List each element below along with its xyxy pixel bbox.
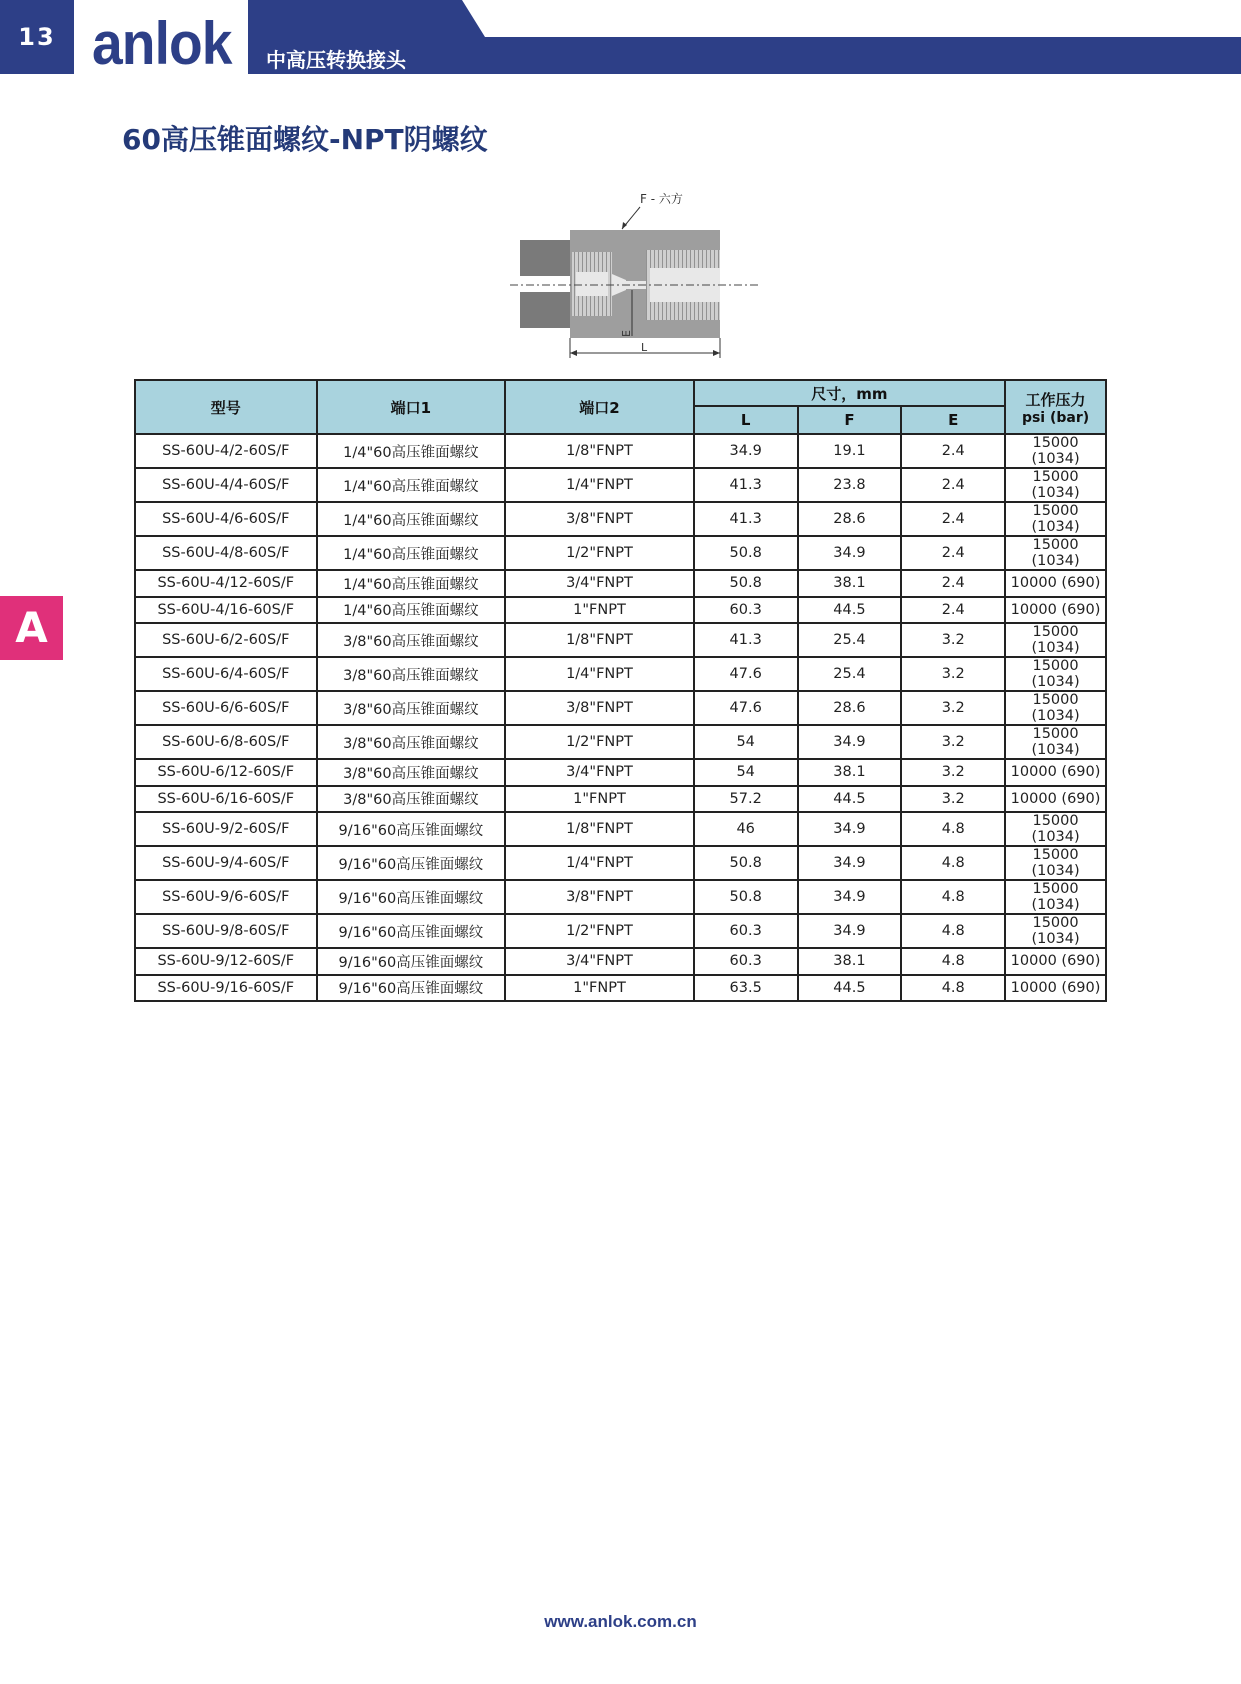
cell-dim-f: 25.4 <box>798 623 902 657</box>
table-row <box>135 948 1106 975</box>
header-pressure-line1: 工作压力 <box>1025 390 1086 409</box>
cell-dim-l: 41.3 <box>694 468 798 502</box>
cell-port2: 3/4"FNPT <box>505 570 694 597</box>
cell-port2: 1/2"FNPT <box>505 914 694 948</box>
cell-model: SS-60U-4/4-60S/F <box>135 468 317 502</box>
cell-model: SS-60U-6/8-60S/F <box>135 725 317 759</box>
cell-dim-l: 50.8 <box>694 536 798 570</box>
cell-dim-e: 3.2 <box>901 691 1005 725</box>
cell-dim-l: 46 <box>694 812 798 846</box>
cell-dim-f: 38.1 <box>798 759 902 786</box>
cell-port1: 1/4"60高压锥面螺纹 <box>317 434 506 468</box>
table-row <box>135 570 1106 597</box>
cell-model: SS-60U-4/16-60S/F <box>135 597 317 624</box>
cell-dim-l: 60.3 <box>694 597 798 624</box>
table-row <box>135 725 1106 759</box>
cell-port1: 3/8"60高压锥面螺纹 <box>317 725 506 759</box>
cell-port2: 3/8"FNPT <box>505 880 694 914</box>
table-row <box>135 914 1106 948</box>
cell-port2: 1"FNPT <box>505 597 694 624</box>
cell-port2: 1"FNPT <box>505 786 694 813</box>
cell-dim-l: 60.3 <box>694 914 798 948</box>
cell-pressure: 15000 (1034) <box>1005 914 1106 948</box>
header-dimensions: 尺寸，mm <box>694 380 1005 406</box>
brand-logo: anlok <box>92 10 232 77</box>
cell-port2: 1/8"FNPT <box>505 623 694 657</box>
page-number: 13 <box>0 0 74 74</box>
cell-pressure: 15000 (1034) <box>1005 812 1106 846</box>
cell-port1: 3/8"60高压锥面螺纹 <box>317 759 506 786</box>
table-row <box>135 691 1106 725</box>
cell-model: SS-60U-4/6-60S/F <box>135 502 317 536</box>
header-l: L <box>694 406 798 434</box>
cell-port1: 1/4"60高压锥面螺纹 <box>317 468 506 502</box>
fitting-drawing-svg <box>510 186 760 366</box>
cell-port1: 3/8"60高压锥面螺纹 <box>317 691 506 725</box>
cell-pressure: 15000 (1034) <box>1005 725 1106 759</box>
cell-pressure: 15000 (1034) <box>1005 623 1106 657</box>
table-row <box>135 880 1106 914</box>
cell-port2: 1/4"FNPT <box>505 468 694 502</box>
cell-dim-l: 54 <box>694 759 798 786</box>
header-pressure <box>1005 380 1106 434</box>
table-row <box>135 759 1106 786</box>
cell-dim-f: 34.9 <box>798 725 902 759</box>
section-title: 中高压转换接头 <box>266 48 406 72</box>
cell-port1: 9/16"60高压锥面螺纹 <box>317 846 506 880</box>
table-row <box>135 975 1106 1002</box>
table-row <box>135 597 1106 624</box>
cell-dim-f: 44.5 <box>798 786 902 813</box>
cell-pressure: 15000 (1034) <box>1005 880 1106 914</box>
cell-pressure: 10000 (690) <box>1005 570 1106 597</box>
cell-model: SS-60U-6/16-60S/F <box>135 786 317 813</box>
cell-dim-l: 63.5 <box>694 975 798 1002</box>
cell-dim-f: 34.9 <box>798 812 902 846</box>
cell-dim-e: 4.8 <box>901 948 1005 975</box>
cell-model: SS-60U-4/2-60S/F <box>135 434 317 468</box>
cell-pressure: 15000 (1034) <box>1005 468 1106 502</box>
footer-url[interactable]: www.anlok.com.cn <box>544 1612 697 1631</box>
cell-pressure: 10000 (690) <box>1005 597 1106 624</box>
table-row <box>135 812 1106 846</box>
fitting-drawing <box>510 186 760 366</box>
cell-dim-l: 47.6 <box>694 691 798 725</box>
header-port2: 端口2 <box>505 380 694 434</box>
cell-pressure: 15000 (1034) <box>1005 846 1106 880</box>
table-row <box>135 786 1106 813</box>
cell-dim-e: 4.8 <box>901 846 1005 880</box>
cell-port1: 9/16"60高压锥面螺纹 <box>317 948 506 975</box>
cell-model: SS-60U-6/6-60S/F <box>135 691 317 725</box>
spec-table-body <box>135 434 1106 1001</box>
cell-port2: 1/2"FNPT <box>505 725 694 759</box>
cell-dim-e: 4.8 <box>901 975 1005 1002</box>
cell-pressure: 15000 (1034) <box>1005 536 1106 570</box>
cell-dim-f: 19.1 <box>798 434 902 468</box>
table-row <box>135 434 1106 468</box>
header-f: F <box>798 406 902 434</box>
cell-port1: 1/4"60高压锥面螺纹 <box>317 597 506 624</box>
cell-port2: 3/8"FNPT <box>505 691 694 725</box>
cell-pressure: 10000 (690) <box>1005 948 1106 975</box>
cell-dim-f: 34.9 <box>798 880 902 914</box>
cell-dim-l: 41.3 <box>694 623 798 657</box>
cell-pressure: 10000 (690) <box>1005 759 1106 786</box>
cell-port1: 9/16"60高压锥面螺纹 <box>317 812 506 846</box>
cell-dim-f: 38.1 <box>798 948 902 975</box>
cell-port2: 1/4"FNPT <box>505 846 694 880</box>
cell-dim-e: 4.8 <box>901 880 1005 914</box>
table-row <box>135 623 1106 657</box>
header-port1: 端口1 <box>317 380 506 434</box>
cell-model: SS-60U-9/2-60S/F <box>135 812 317 846</box>
header-model: 型号 <box>135 380 317 434</box>
cell-port1: 9/16"60高压锥面螺纹 <box>317 914 506 948</box>
cell-dim-e: 4.8 <box>901 812 1005 846</box>
spec-table <box>134 379 1107 1002</box>
hex-label: F - 六方 <box>640 192 683 206</box>
cell-pressure: 15000 (1034) <box>1005 434 1106 468</box>
header-e: E <box>901 406 1005 434</box>
cell-dim-l: 60.3 <box>694 948 798 975</box>
cell-dim-e: 2.4 <box>901 468 1005 502</box>
cell-dim-e: 2.4 <box>901 536 1005 570</box>
cell-dim-l: 47.6 <box>694 657 798 691</box>
table-row <box>135 846 1106 880</box>
cell-port1: 9/16"60高压锥面螺纹 <box>317 975 506 1002</box>
cell-dim-f: 34.9 <box>798 914 902 948</box>
cell-dim-f: 38.1 <box>798 570 902 597</box>
cell-dim-e: 2.4 <box>901 502 1005 536</box>
cell-dim-f: 34.9 <box>798 536 902 570</box>
cell-dim-e: 4.8 <box>901 914 1005 948</box>
cell-dim-f: 34.9 <box>798 846 902 880</box>
cell-model: SS-60U-9/8-60S/F <box>135 914 317 948</box>
cell-model: SS-60U-4/12-60S/F <box>135 570 317 597</box>
side-tab[interactable]: A <box>0 596 63 660</box>
cell-pressure: 15000 (1034) <box>1005 691 1106 725</box>
table-row <box>135 468 1106 502</box>
header-pressure-line2: psi (bar) <box>1021 409 1090 426</box>
cell-model: SS-60U-6/12-60S/F <box>135 759 317 786</box>
cell-pressure: 15000 (1034) <box>1005 657 1106 691</box>
cell-dim-e: 3.2 <box>901 623 1005 657</box>
cell-model: SS-60U-9/6-60S/F <box>135 880 317 914</box>
cell-port1: 1/4"60高压锥面螺纹 <box>317 570 506 597</box>
cell-dim-e: 3.2 <box>901 725 1005 759</box>
label-l: L <box>641 341 648 354</box>
table-row <box>135 502 1106 536</box>
cell-dim-f: 28.6 <box>798 502 902 536</box>
cell-model: SS-60U-6/4-60S/F <box>135 657 317 691</box>
cell-dim-e: 3.2 <box>901 657 1005 691</box>
cell-dim-f: 28.6 <box>798 691 902 725</box>
cell-dim-f: 44.5 <box>798 975 902 1002</box>
cell-dim-l: 34.9 <box>694 434 798 468</box>
cell-dim-e: 2.4 <box>901 597 1005 624</box>
cell-dim-f: 44.5 <box>798 597 902 624</box>
cell-port2: 1/2"FNPT <box>505 536 694 570</box>
table-row <box>135 536 1106 570</box>
cell-port2: 3/8"FNPT <box>505 502 694 536</box>
cell-model: SS-60U-4/8-60S/F <box>135 536 317 570</box>
cell-model: SS-60U-9/12-60S/F <box>135 948 317 975</box>
cell-port2: 3/4"FNPT <box>505 759 694 786</box>
cell-pressure: 15000 (1034) <box>1005 502 1106 536</box>
cell-port1: 1/4"60高压锥面螺纹 <box>317 502 506 536</box>
cell-pressure: 10000 (690) <box>1005 975 1106 1002</box>
cell-port2: 1"FNPT <box>505 975 694 1002</box>
cell-port2: 1/8"FNPT <box>505 434 694 468</box>
cell-dim-l: 50.8 <box>694 570 798 597</box>
page-header <box>0 0 1241 77</box>
page-title: 60高压锥面螺纹-NPT阴螺纹 <box>122 123 488 156</box>
cell-pressure: 10000 (690) <box>1005 786 1106 813</box>
cell-port2: 1/4"FNPT <box>505 657 694 691</box>
cell-dim-f: 23.8 <box>798 468 902 502</box>
cell-dim-l: 50.8 <box>694 846 798 880</box>
cell-port2: 3/4"FNPT <box>505 948 694 975</box>
table-row <box>135 657 1106 691</box>
cell-dim-e: 2.4 <box>901 434 1005 468</box>
cell-dim-e: 3.2 <box>901 786 1005 813</box>
cell-model: SS-60U-6/2-60S/F <box>135 623 317 657</box>
cell-dim-l: 50.8 <box>694 880 798 914</box>
cell-dim-l: 57.2 <box>694 786 798 813</box>
cell-dim-f: 25.4 <box>798 657 902 691</box>
cell-port1: 3/8"60高压锥面螺纹 <box>317 657 506 691</box>
cell-model: SS-60U-9/4-60S/F <box>135 846 317 880</box>
cell-port1: 3/8"60高压锥面螺纹 <box>317 623 506 657</box>
cell-model: SS-60U-9/16-60S/F <box>135 975 317 1002</box>
cell-dim-l: 41.3 <box>694 502 798 536</box>
cell-port2: 1/8"FNPT <box>505 812 694 846</box>
cell-port1: 3/8"60高压锥面螺纹 <box>317 786 506 813</box>
cell-port1: 1/4"60高压锥面螺纹 <box>317 536 506 570</box>
cell-dim-e: 2.4 <box>901 570 1005 597</box>
cell-dim-l: 54 <box>694 725 798 759</box>
label-e: E <box>620 330 633 337</box>
cell-port1: 9/16"60高压锥面螺纹 <box>317 880 506 914</box>
cell-dim-e: 3.2 <box>901 759 1005 786</box>
